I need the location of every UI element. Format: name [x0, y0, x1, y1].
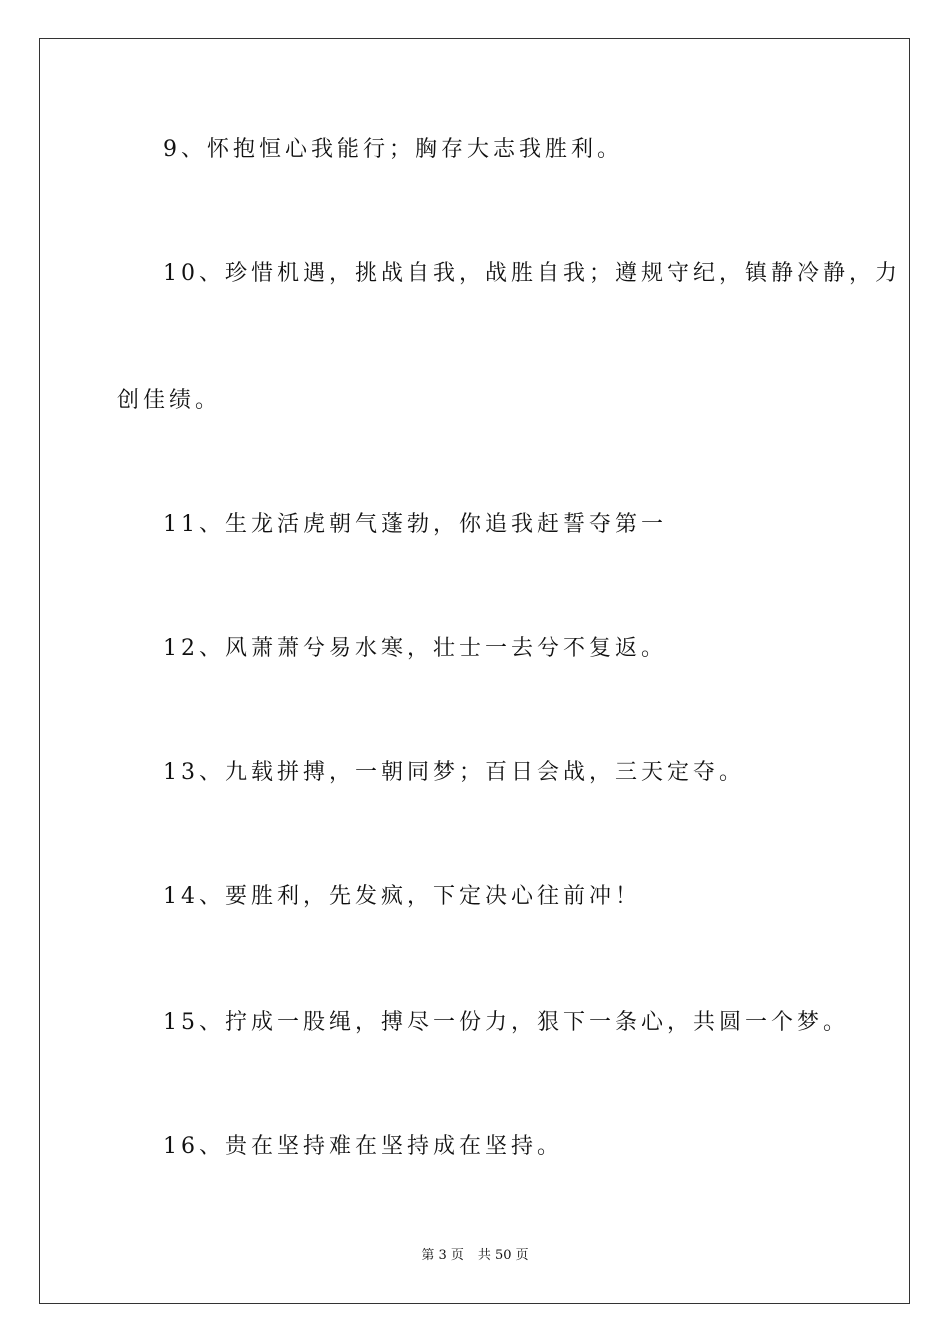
- paragraph-item-10: 10、珍惜机遇，挑战自我，战胜自我；遵规守纪，镇静冷静，力: [163, 261, 901, 286]
- paragraph-item-13: 13、九载拼搏，一朝同梦；百日会战，三天定夺。: [163, 760, 745, 785]
- page-footer: [0, 1248, 950, 1264]
- page-border: [39, 38, 910, 1304]
- page-number: 第 3 页: [421, 1248, 464, 1263]
- paragraph-item-14: 14、要胜利，先发疯，下定决心往前冲！: [163, 884, 641, 909]
- paragraph-item-16: 16、贵在坚持难在坚持成在坚持。: [163, 1134, 563, 1159]
- page-total: 共 50 页: [477, 1248, 529, 1263]
- paragraph-item-15: 15、拧成一股绳，搏尽一份力，狠下一条心，共圆一个梦。: [163, 1010, 849, 1035]
- paragraph-item-9: 9、怀抱恒心我能行；胸存大志我胜利。: [163, 137, 623, 162]
- paragraph-item-10-continuation: 创佳绩。: [117, 388, 222, 413]
- paragraph-item-11: 11、生龙活虎朝气蓬勃，你追我赶誓夺第一: [163, 512, 667, 537]
- paragraph-item-12: 12、风萧萧兮易水寒，壮士一去兮不复返。: [163, 636, 667, 661]
